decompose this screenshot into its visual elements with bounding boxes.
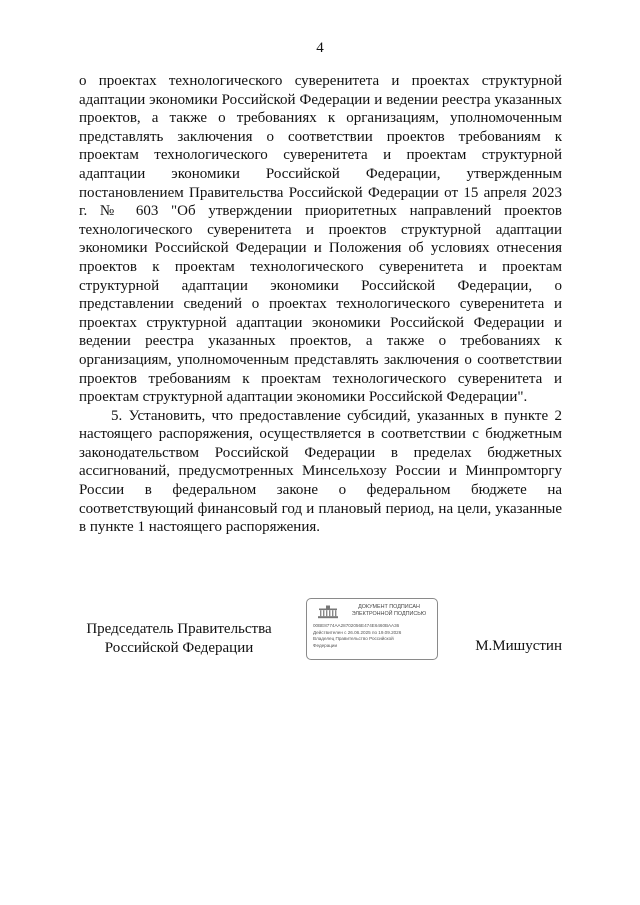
government-building-icon bbox=[317, 605, 339, 619]
stamp-heading-line1: ДОКУМЕНТ ПОДПИСАН bbox=[358, 604, 420, 610]
stamp-details bbox=[313, 623, 435, 649]
signatory-title-line1: Председатель Правительства bbox=[86, 621, 272, 637]
stamp-owner-line1: Владелец Правительство Российской bbox=[313, 636, 394, 642]
paragraph-5: 5. Установить, что предоставление субсидий, указанных в пункте 2 настоящего распоряжения, осуществляется в соответствии с бюджетным законодательством Российской Федерации в пределах бюджетных ассигнований, предусмотренных Минсельхозу России и Минпромторгу России в федеральном законе о федеральном бюджете на соответствующий финансовый год и плановый период, на цели, указанные в пункте 1 настоящего распоряжения. bbox=[79, 407, 562, 536]
paragraph-continued: о проектах технологического суверенитета и проектах структурной адаптации экономики Российской Федерации и ведении реестра указанных проектов, а также о требованиях к организациям, уполномоченным представлять заключения о соответствии проектов требованиям к проектам технологического суверенитета и проектам структурной адаптации экономики Российской Федерации, утвержденным постановлением Правительства Российской Федерации от 15 апреля 2023 г. № 603 "Об утверждении приоритетных направлений проектов технологического суверенитета и проектов структурной адаптации экономики Российской Федерации и Положения об условиях отнесения проектов к проектам технологического суверенитета и проектам структурной адаптации экономики Российской Федерации, о представлении сведений о проектах технологического суверенитета и проектах структурной адаптации экономики Российской Федерации и ведении реестра указанных проектов, а также о требованиях к организациям, уполномоченным представлять заключения о соответствии проектов требованиям к проектам технологического суверенитета и проектам структурной адаптации экономики Российской Федерации". bbox=[79, 73, 562, 406]
signatory-title-line2: Российской Федерации bbox=[104, 639, 254, 656]
stamp-heading-line2: ЭЛЕКТРОННОЙ ПОДПИСЬЮ bbox=[351, 610, 427, 617]
stamp-heading bbox=[343, 604, 435, 618]
signatory-title bbox=[79, 620, 279, 657]
signatory-name: М.Мишустин bbox=[475, 638, 562, 654]
stamp-owner-line2: Федерации bbox=[313, 642, 338, 648]
document-body bbox=[79, 72, 562, 537]
electronic-signature-stamp bbox=[306, 598, 438, 660]
stamp-certificate: 00ВЕ8774АА28702056Е474Е6460ВАА36 bbox=[313, 623, 400, 628]
stamp-validity: Действителен с 26.06.2025 по 19.09.2026 bbox=[313, 629, 402, 635]
page-number: 4 bbox=[316, 40, 324, 56]
